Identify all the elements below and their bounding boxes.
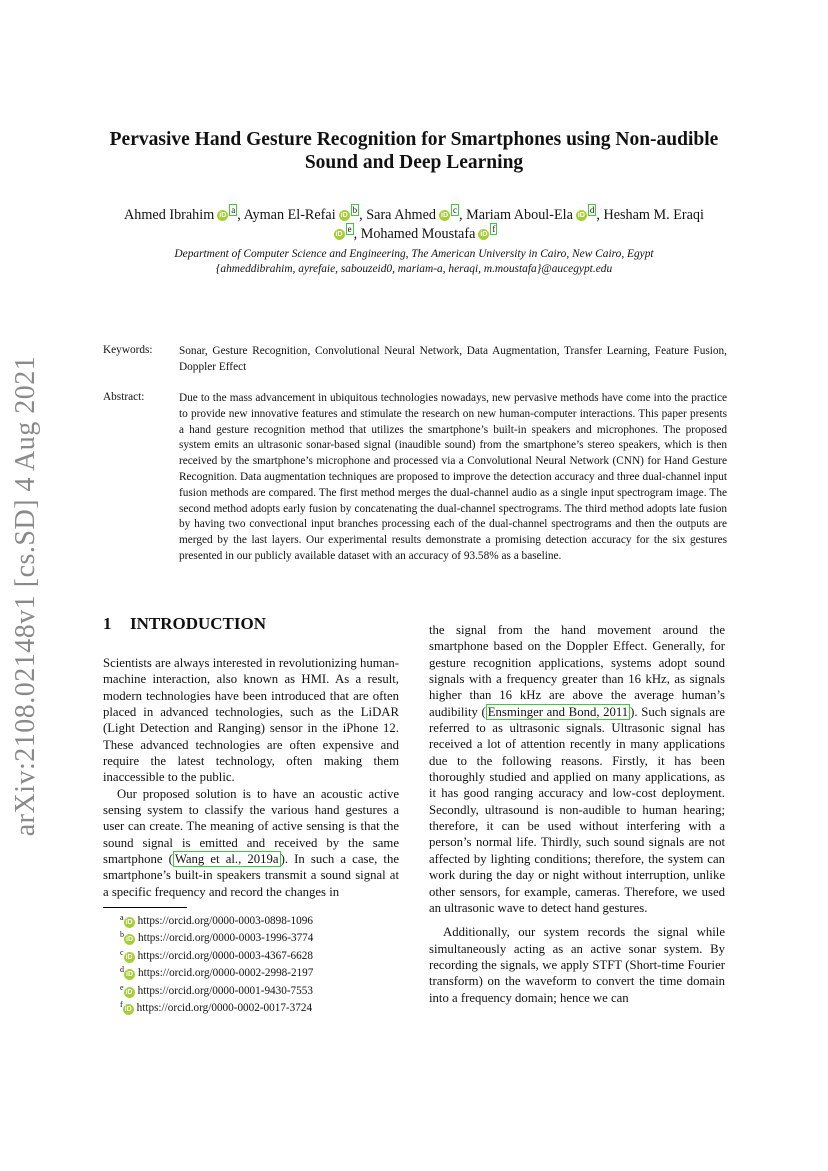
author-mark[interactable]: f <box>492 224 496 234</box>
author-name: Hesham M. Eraqi <box>603 207 704 223</box>
affiliation: Department of Computer Science and Engineering, The American University in Cairo, New Cairo, Egypt <box>174 248 654 260</box>
citation-link[interactable]: Ensminger and Bond, 2011 <box>487 704 629 719</box>
right-column <box>429 622 725 1006</box>
abstract-text: Due to the mass advancement in ubiquitous technologies nowadays, new pervasive methods have come into the practice to provide new innovative features and stimulate the research on new human-computer interactions. This paper presents a hand gesture recognition method that utilizes the smartphone’s built-in speakers and microphones. The proposed system emits an ultrasonic sonar-based signal (inaudible sound) from the smartphone’s stereo speakers, which is then received by the smartphone’s microphone and processed via a Convolutional Neural Network (CNN) for Hand Gesture Recognition. Data augmentation techniques are proposed to improve the detection accuracy and three dual-channel input fusion methods are compared. The first method merges the dual-channel audio as a single input spectrogram image. The second method adopts early fusion by concatenating the dual-channel spectrograms. The third method adopts late fusion by having two convectional input branches processing each of the dual-channel spectrograms and then the outputs are merged by the last layers. Our experimental results demonstrate a promising detection accuracy for the six gestures presented in our publicly available dataset with an accuracy of 93.58% as a baseline. <box>179 392 727 562</box>
author-mark[interactable]: a <box>231 205 236 215</box>
orcid-icon[interactable]: iD <box>441 212 448 219</box>
orcid-link[interactable]: https://orcid.org/0000-0001-9430-7553 <box>137 984 313 997</box>
orcid-icon[interactable]: iD <box>335 231 343 238</box>
orcid-icon[interactable]: iD <box>219 212 227 219</box>
paragraph: Scientists are always interested in revolutionizing human-machine interaction, also known as HMI. As a result, modern technologies have been introduced that are often placed in advanced technologies, such as the LiDAR (Light Detection and Ranging) sensor in the iPhone 12. These advanced technologies are often expensive and require the latest technology, often making them inaccessible to the public. <box>103 656 399 785</box>
paragraph: Additionally, our system records the signal while simultaneously acting as an active sonar system. By recording the signals, we apply STFT (Short-time Fourier transform) on the waveform to convert the time domain into a frequency domain; hence we can <box>429 925 725 1005</box>
footnote-mark: a <box>120 913 124 922</box>
paragraph-text: Our proposed solution is to have an acoustic active sensing system to classify the various hand gestures a user can create. The meaning of active sensing is that the sound signal is emitted and received by the same smartphone <box>103 786 399 867</box>
arxiv-stamp-text: arXiv:2108.02148v1 [cs.SD] 4 Aug 2021 <box>10 355 41 837</box>
paragraph: Our proposed solution is to have an acoustic active sensing system to classify the various hand gestures a user can create. The meaning of active sensing is that the sound signal is emitted and received by the same smartphone ( Wang et al., 2019a ). In such a case, the smartphone’s built-in speakers transmit a sound signal at a specific frequency and record the changes in <box>103 786 399 899</box>
paragraph-text: . Such signals are referred to as ultrasonic signals. Ultrasonic signal has received a lot of attention recently in many applications due to the following reasons. Firstly, it has been thoroughly studied and applied on many applications, as it has good ranging accuracy and low-cost deployment. Secondly, ultrasound is non-audible to human hearing; therefore, it can be used without interfering with a person’s normal life. Thirdly, such sound signals are not affected by lighting conditions; therefore, the system can work during the day or night without interruption, unlike other sensors, for example, cameras. Therefore, we used an ultrasonic wave to detect hand gestures. <box>429 704 725 915</box>
section-number: 1 <box>103 614 112 633</box>
keywords-label: Keywords: <box>103 344 153 356</box>
orcid-icon: iD <box>125 953 133 961</box>
author-name: Sara Ahmed <box>366 207 436 223</box>
footnote-mark: f <box>120 1000 123 1010</box>
footnote-rule <box>103 907 187 908</box>
section-heading <box>103 614 266 634</box>
footnote-line <box>120 911 313 928</box>
affiliation-block <box>90 247 738 277</box>
author-name: Ahmed Ibrahim <box>124 207 215 223</box>
orcid-link[interactable]: https://orcid.org/0000-0002-2998-2197 <box>138 967 314 980</box>
footnote-line <box>120 981 313 998</box>
orcid-icon[interactable]: iD <box>480 231 488 238</box>
orcid-icon[interactable]: iD <box>340 212 348 219</box>
author-name: Mohamed Moustafa <box>360 226 476 242</box>
orcid-icon: iD <box>126 936 133 944</box>
orcid-icon: iD <box>125 919 133 926</box>
footnote-line <box>120 946 313 963</box>
author-mark[interactable]: c <box>453 205 457 215</box>
footnote-mark: b <box>120 930 124 940</box>
footnotes <box>120 911 313 1015</box>
orcid-link[interactable]: https://orcid.org/0000-0003-0898-1096 <box>137 915 313 927</box>
orcid-icon: iD <box>125 988 133 996</box>
citation-link[interactable]: Wang et al., 2019a <box>174 852 279 867</box>
author-name: Ayman El-Refai <box>243 207 336 223</box>
author-mark[interactable]: d <box>589 205 595 215</box>
paper-title <box>90 128 738 174</box>
footnote-mark: c <box>120 947 124 957</box>
orcid-icon: iD <box>124 1006 132 1014</box>
author-emails: {ahmeddibrahim, ayrefaie, sabouzeid0, mariam-a, heraqi, m.moustafa}@aucegypt.edu <box>215 263 613 275</box>
orcid-link[interactable]: https://orcid.org/0000-0003-4367-6628 <box>137 949 313 962</box>
left-column <box>103 655 399 900</box>
footnote-mark: e <box>120 982 124 992</box>
keywords-text: Sonar, Gesture Recognition, Convolutional Neural Network, Data Augmentation, Transfer Learning, Feature Fusion, Doppler Effect <box>179 345 727 373</box>
abstract-label: Abstract: <box>103 391 145 403</box>
paragraph: the signal from the hand movement around the smartphone based on the Doppler Effect. Generally, for gesture recognition applications, systems adopt sound signals with a frequency greater than 16 kHz, as signals higher than 16 kHz are above the average human’s audibility ( Ensminger and Bond, 2011 ). Such signals are referred to as ultrasonic signals. Ultrasonic signal has received a lot of attention recently in many applications due to the following reasons. Firstly, it has been thoroughly studied and applied on many applications, as it has good ranging accuracy and low-cost deployment. Secondly, ultrasound is non-audible to human hearing; therefore, it can be used without interfering with a person’s normal life. Thirdly, such sound signals are not affected by lighting conditions; therefore, the system can work during the day or night without interruption, unlike other sensors, for example, cameras. Therefore, we used an ultrasonic wave to detect hand gestures. <box>429 623 725 915</box>
footnote-line <box>120 928 313 945</box>
author-mark[interactable]: b <box>352 205 358 215</box>
orcid-icon: iD <box>126 971 133 979</box>
section-title: INTRODUCTION <box>130 614 267 633</box>
orcid-link[interactable]: https://orcid.org/0000-0002-0017-3724 <box>136 1002 313 1015</box>
title-line-2: Sound and Deep Learning <box>304 152 524 173</box>
author-name: Mariam Aboul-Ela <box>466 207 573 223</box>
paragraph-text: . In such a case, the smartphone’s built-in speakers transmit a sound signal at a specific frequency and record the changes in <box>103 852 399 899</box>
paragraph-text: the signal from the hand movement around the smartphone based on the Doppler Effect. Generally, for gesture recognition applications, systems adopt sound signals with a frequency greater than 16 kHz, as signals higher than 16 kHz are above the average human’s audibility <box>429 623 725 719</box>
orcid-link[interactable]: https://orcid.org/0000-0003-1996-3774 <box>138 932 314 945</box>
footnote-line <box>120 998 313 1015</box>
title-line-1: Pervasive Hand Gesture Recognition for Smartphones using Non-audible <box>109 129 719 150</box>
author-mark[interactable]: e <box>347 224 352 234</box>
author-list: Ahmed Ibrahim $iD^a$ , Ayman El-Refai $iD^b$ , Sara Ahmed $iD^c$ , Mariam Aboul-Ela $iD^d$ , Hesham M. Eraqi $iD^e$ , Mohamed Moustafa $iD^f$ <box>124 205 704 242</box>
footnote-mark: d <box>120 965 124 975</box>
footnote-line <box>120 963 313 980</box>
orcid-icon[interactable]: iD <box>577 212 585 219</box>
